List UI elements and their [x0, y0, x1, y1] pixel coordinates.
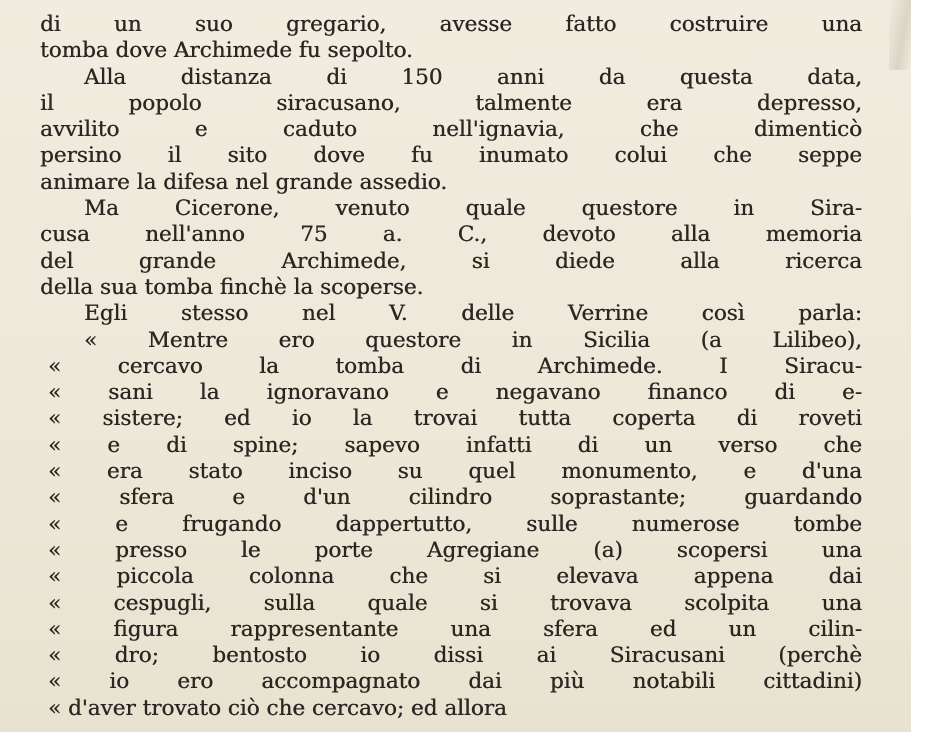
text-line: Ma Cicerone, venuto quale questore in Sira- [84, 196, 862, 222]
text-line: il popolo siracusano, talmente era depresso, [40, 90, 862, 116]
text-line: della sua tomba finchè la scoperse. [40, 274, 424, 300]
page-crease-shadow [889, 0, 911, 70]
text-line: « Mentre ero questore in Sicilia (a Lilibeo), [84, 327, 862, 353]
text-line: « figura rappresentante una sfera ed un cilin- [48, 616, 862, 642]
text-line: Alla distanza di 150 anni da questa data, [84, 64, 862, 90]
text-line: « e frugando dappertutto, sulle numerose tombe [48, 511, 862, 537]
text-line: « d'aver trovato ciò che cercavo; ed allora [48, 695, 507, 721]
text-line: « era stato inciso su quel monumento, e d'una [48, 459, 862, 485]
text-line: animare la difesa nel grande assedio. [40, 169, 448, 195]
page-text-body [40, 12, 862, 722]
text-line: « io ero accompagnato dai più notabili cittadini) [48, 669, 862, 695]
text-line: « presso le porte Agregiane (a) scopersi una [48, 537, 862, 563]
text-line: « cespugli, sulla quale si trovava scolpita una [48, 590, 862, 616]
text-line: Egli stesso nel V. delle Verrine così parla: [84, 301, 862, 327]
bottom-margin [0, 732, 925, 740]
text-line: avvilito e caduto nell'ignavia, che dimenticò [40, 117, 862, 143]
text-line: del grande Archimede, si diede alla ricerca [40, 248, 862, 274]
text-line: di un suo gregario, avesse fatto costruire una [40, 12, 862, 37]
text-line: tomba dove Archimede fu sepolto. [40, 38, 413, 64]
right-margin [911, 0, 925, 740]
text-line: cusa nell'anno 75 a. C., devoto alla memoria [40, 222, 862, 248]
text-line: « sistere; ed io la trovai tutta coperta di roveti [48, 406, 862, 432]
text-line: « piccola colonna che si elevava appena dai [48, 564, 862, 590]
text-line: « dro; bentosto io dissi ai Siracusani (perchè [48, 643, 862, 669]
text-line: « cercavo la tomba di Archimede. I Siracu- [48, 353, 862, 379]
text-line: persino il sito dove fu inumato colui che seppe [40, 143, 862, 169]
text-line: « sani la ignoravano e negavano financo di e- [48, 380, 862, 406]
text-line: « sfera e d'un cilindro soprastante; guardando [48, 485, 862, 511]
text-line: « e di spine; sapevo infatti di un verso che [48, 432, 862, 458]
